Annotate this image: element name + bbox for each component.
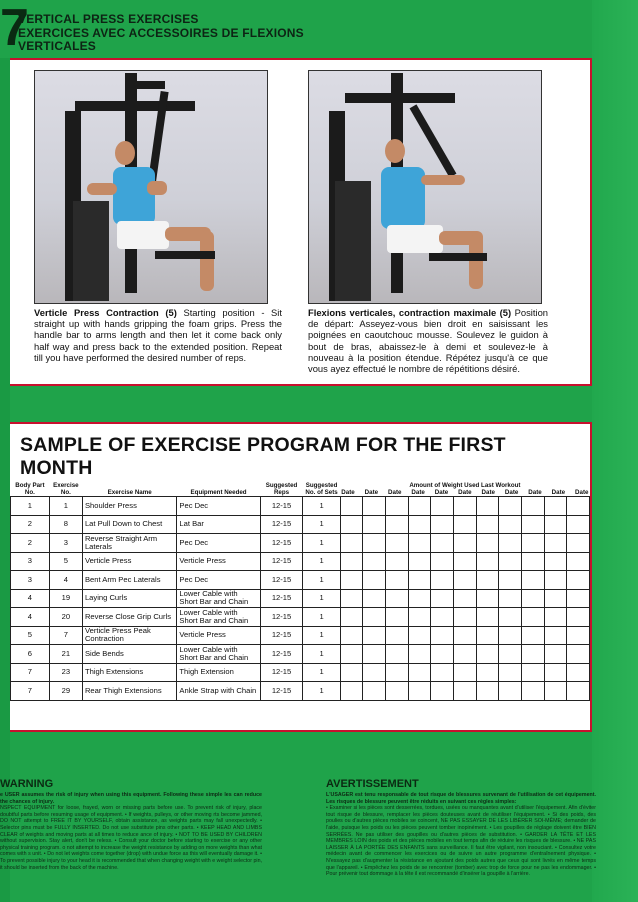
weight-entry-cell[interactable] (386, 571, 409, 590)
date-label: Date (575, 489, 589, 496)
weight-entry-cell[interactable] (340, 645, 363, 664)
weight-entry-cell[interactable] (431, 497, 454, 516)
table-row (11, 682, 590, 701)
cell-exercise-no: 21 (49, 645, 82, 664)
cell-reps: 12-15 (260, 515, 303, 534)
exercise-photo-contraction (308, 70, 542, 304)
header-title-fr-1: EXERCICES AVEC ACCESSOIRES DE FLEXIONS (18, 26, 304, 40)
weight-entry-cell[interactable] (431, 682, 454, 701)
weight-entry-cell[interactable] (431, 608, 454, 627)
cell-equipment: Pec Dec (177, 534, 260, 553)
weight-entry-cell[interactable] (340, 571, 363, 590)
cell-body-part: 6 (11, 645, 50, 664)
table-row (11, 534, 590, 553)
cell-equipment: Lower Cable with Short Bar and Chain (177, 589, 260, 608)
col-exercise-no: Exercise No. (53, 482, 79, 496)
table-row (11, 608, 590, 627)
weight-entry-cell[interactable] (363, 589, 386, 608)
weight-entry-cell[interactable] (340, 534, 363, 553)
exercise-program-table (10, 476, 590, 701)
weight-entry-cell[interactable] (567, 608, 590, 627)
weight-entry-cell[interactable] (386, 626, 409, 645)
cell-equipment: Lower Cable with Short Bar and Chain (177, 608, 260, 627)
weight-entry-cell[interactable] (340, 515, 363, 534)
cell-exercise-name: Bent Arm Pec Laterals (82, 571, 176, 590)
col-equipment: Equipment Needed (190, 489, 247, 496)
weight-entry-cell[interactable] (453, 682, 476, 701)
weight-entry-cell[interactable] (431, 589, 454, 608)
exercise-title-fr: Flexions verticales, contraction maximale (5) (308, 307, 512, 318)
weight-entry-cell[interactable] (476, 534, 499, 553)
weight-entry-cell[interactable] (567, 571, 590, 590)
table-body (11, 497, 590, 701)
weight-entry-cell[interactable] (408, 571, 431, 590)
weight-entry-cell[interactable] (521, 645, 544, 664)
weight-entry-cell[interactable] (408, 497, 431, 516)
weight-entry-cell[interactable] (544, 571, 567, 590)
cell-reps: 12-15 (260, 626, 303, 645)
cell-equipment: Pec Dec (177, 571, 260, 590)
warning-text-en (0, 792, 262, 871)
cell-sets: 1 (303, 663, 340, 682)
weight-entry-cell[interactable] (431, 626, 454, 645)
weight-entry-cell[interactable] (521, 571, 544, 590)
cell-body-part: 4 (11, 589, 50, 608)
weight-entry-cell[interactable] (340, 552, 363, 571)
cell-sets: 1 (303, 571, 340, 590)
weight-entry-cell[interactable] (521, 608, 544, 627)
cell-body-part: 3 (11, 552, 50, 571)
date-label: Date (551, 489, 566, 496)
cell-exercise-no: 3 (49, 534, 82, 553)
page-header (0, 0, 592, 58)
weight-entry-cell[interactable] (453, 589, 476, 608)
cell-equipment: Lower Cable with Short Bar and Chain (177, 645, 260, 664)
weight-entry-cell[interactable] (567, 682, 590, 701)
weight-entry-cell[interactable] (408, 682, 431, 701)
warning-lead-fr: L'USAGER est tenu responsable de tout risque de blessures survenant de l'utilisation de cet équipement. Les risques de blessure peuvent être réduits en suivant ces règles simples: (326, 792, 596, 805)
weight-entry-cell[interactable] (453, 663, 476, 682)
weight-entry-cell[interactable] (476, 663, 499, 682)
cell-reps: 12-15 (260, 645, 303, 664)
cell-reps: 12-15 (260, 552, 303, 571)
cell-reps: 12-15 (260, 663, 303, 682)
weight-entry-cell[interactable] (499, 497, 522, 516)
date-label: Date (528, 489, 542, 496)
weight-entry-cell[interactable] (476, 626, 499, 645)
col-weight-group (340, 476, 589, 497)
weight-entry-cell[interactable] (521, 552, 544, 571)
date-label: Date (504, 489, 519, 496)
cell-sets: 1 (303, 645, 340, 664)
warning-text-fr (326, 792, 596, 878)
cell-exercise-no: 5 (49, 552, 82, 571)
weight-entry-cell[interactable] (521, 497, 544, 516)
col-exercise-name: Exercise Name (107, 489, 152, 496)
weight-entry-cell[interactable] (386, 589, 409, 608)
cell-exercise-name: Shoulder Press (82, 497, 176, 516)
cell-exercise-name: Reverse Straight Arm Laterals (82, 534, 176, 553)
weight-entry-cell[interactable] (363, 515, 386, 534)
table-row (11, 515, 590, 534)
cell-reps: 12-15 (260, 497, 303, 516)
cell-sets: 1 (303, 497, 340, 516)
weight-entry-cell[interactable] (499, 608, 522, 627)
cell-reps: 12-15 (260, 534, 303, 553)
cell-reps: 12-15 (260, 589, 303, 608)
exercise-description-en (34, 307, 282, 363)
date-label: Date (434, 489, 449, 496)
weight-entry-cell[interactable] (386, 645, 409, 664)
cell-reps: 12-15 (260, 608, 303, 627)
cell-exercise-name: Reverse Close Grip Curls (82, 608, 176, 627)
weight-entry-cell[interactable] (386, 608, 409, 627)
cell-equipment: Lat Bar (177, 515, 260, 534)
weight-entry-cell[interactable] (431, 552, 454, 571)
weight-entry-cell[interactable] (453, 608, 476, 627)
table-row (11, 571, 590, 590)
exercise-body-en: Starting position - Sit straight up with hands gripping the foam grips. Press the handle bar to arms length and then let it come back only half way and press back to the extended position. Repeat till you have performed the desired number of reps. (34, 307, 282, 363)
cell-exercise-no: 20 (49, 608, 82, 627)
weight-entry-cell[interactable] (499, 626, 522, 645)
weight-entry-cell[interactable] (544, 608, 567, 627)
weight-entry-cell[interactable] (386, 682, 409, 701)
weight-entry-cell[interactable] (521, 663, 544, 682)
weight-entry-cell[interactable] (386, 497, 409, 516)
cell-exercise-no: 8 (49, 515, 82, 534)
col-reps: Suggested Reps (265, 482, 298, 496)
cell-sets: 1 (303, 552, 340, 571)
weight-entry-cell[interactable] (386, 534, 409, 553)
weight-entry-cell[interactable] (453, 626, 476, 645)
weight-entry-cell[interactable] (567, 534, 590, 553)
table-row (11, 497, 590, 516)
weight-entry-cell[interactable] (408, 552, 431, 571)
weight-entry-cell[interactable] (453, 534, 476, 553)
date-label: Date (481, 489, 495, 496)
weight-entry-cell[interactable] (521, 515, 544, 534)
weight-entry-cell[interactable] (363, 626, 386, 645)
weight-entry-cell[interactable] (567, 663, 590, 682)
header-title-fr-2: VERTICALES (18, 39, 97, 53)
weight-entry-cell[interactable] (363, 552, 386, 571)
weight-entry-cell[interactable] (431, 534, 454, 553)
weight-entry-cell[interactable] (499, 571, 522, 590)
cell-exercise-name: Side Bends (82, 645, 176, 664)
weight-entry-cell[interactable] (453, 515, 476, 534)
weight-entry-cell[interactable] (431, 663, 454, 682)
weight-group-label: Amount of Weight Used Last Workout (409, 482, 521, 489)
cell-sets: 1 (303, 515, 340, 534)
weight-entry-cell[interactable] (499, 663, 522, 682)
cell-body-part: 4 (11, 608, 50, 627)
weight-entry-cell[interactable] (567, 515, 590, 534)
cell-sets: 1 (303, 626, 340, 645)
weight-entry-cell[interactable] (544, 497, 567, 516)
cell-sets: 1 (303, 534, 340, 553)
weight-entry-cell[interactable] (363, 571, 386, 590)
cell-equipment: Verticle Press (177, 552, 260, 571)
weight-entry-cell[interactable] (521, 534, 544, 553)
weight-entry-cell[interactable] (408, 589, 431, 608)
exercise-photo-start (34, 70, 268, 304)
weight-entry-cell[interactable] (363, 608, 386, 627)
header-title-en: VERTICAL PRESS EXERCISES (18, 12, 199, 26)
weight-entry-cell[interactable] (408, 534, 431, 553)
cell-exercise-no: 23 (49, 663, 82, 682)
weight-entry-cell[interactable] (544, 645, 567, 664)
table-header-row (11, 476, 590, 497)
weight-entry-cell[interactable] (544, 682, 567, 701)
weight-entry-cell[interactable] (340, 663, 363, 682)
weight-entry-cell[interactable] (499, 645, 522, 664)
warnings-section (0, 742, 638, 902)
weight-entry-cell[interactable] (544, 552, 567, 571)
weight-entry-cell[interactable] (476, 682, 499, 701)
cell-exercise-name: Laying Curls (82, 589, 176, 608)
weight-entry-cell[interactable] (476, 497, 499, 516)
weight-entry-cell[interactable] (499, 552, 522, 571)
date-label: Date (388, 489, 402, 496)
cell-equipment: Thigh Extension (177, 663, 260, 682)
weight-entry-cell[interactable] (567, 497, 590, 516)
cell-body-part: 7 (11, 682, 50, 701)
date-label: Date (341, 489, 355, 496)
weight-entry-cell[interactable] (340, 626, 363, 645)
weight-entry-cell[interactable] (408, 515, 431, 534)
cell-body-part: 3 (11, 571, 50, 590)
weight-entry-cell[interactable] (386, 663, 409, 682)
weight-entry-cell[interactable] (476, 645, 499, 664)
weight-entry-cell[interactable] (567, 552, 590, 571)
weight-entry-cell[interactable] (363, 534, 386, 553)
exercise-description-fr (308, 307, 548, 374)
warning-body-en: NSPECT EQUIPMENT for loose, frayed, worn or missing parts before use. To prevent risk of injury, place doubtful parts before resuming usage of equipment. • If weights, pulleys, or other moving rts become jammed, DO NOT attempt to FREE IT BY YOURSELF, obtain assistance, as weights parts may fall unexpectedly. • Selector pins must be FULLY INSERTED. Do not use substitute pins other parts. • KEEP HEAD AND LIMBS CLEAR of weights and moving parts at all times to reduce ance of injury. • NOT TO BE USED BY CHILDREN without supervision. Stay alert, don't be reless. • Consult your doctor before starting to exercise or any other physical training program. o not attempt to increase the weight resistance by adding on more weights than what comes with s unit. • Do not let weights come together (drop) with undue force as this will eventually damage it. • To prevent possible injury to your head it is recommended that when changing weight with e weight selector pin, it should be inserted from the back of the machine. (0, 805, 262, 871)
weight-entry-cell[interactable] (544, 626, 567, 645)
table-row (11, 626, 590, 645)
cell-body-part: 5 (11, 626, 50, 645)
weight-entry-cell[interactable] (453, 552, 476, 571)
weight-entry-cell[interactable] (340, 608, 363, 627)
weight-entry-cell[interactable] (521, 589, 544, 608)
weight-entry-cell[interactable] (431, 571, 454, 590)
warning-lead-en: e USER assumes the risk of injury when using this equipment. Following these simple les can reduce the chances of injury. (0, 792, 262, 805)
warning-body-fr: • Examiner si les pièces sont desserrées, tordues, usées ou manquantes avant d'utiliser l'équipement. Afin d'éviter tout risque de blessure, remplacer les pièces douteuses avant de réutiliser l'équipement. • Si des poids, des poulies ou d'autres pièces mobiles se coincent, NE PAS ESSAYER DE LES LIBÉRER SOI-MÊME; demander de l'aide, puisque les poids ou les pièces peuvent tomber inopinément. • Les goupilles de réglage doivent être BIEN SERRÉES. Ne pas utiliser des goupilles ou d'autres pièces de substitution. • GARDER LA TÊTE ET LES MEMBRES LOIN des poids et des pièces mobiles en tout temps afin de réduire les risques de blessure. • NE PAS LAISSER À LA PORTÉE DES ENFANTS sans surveillance. Il faut être vigilant, non insouciant. • Consultez votre médecin avant de commencer les exercices ou de suivre un autre programme d'entraînement physique. • N'essayez pas d'augmenter la résistance en ajoutant des poids autres que ceux qui sont livrés en même temps que l'appareil. • Empêchez les poids de se rencontrer (tomber) avec trop de force pour ne pas les endommager. • Pour prévenir tout dommage à la tête il est recommandé d'insérer la goupille à l'arrière. (326, 805, 596, 878)
weight-entry-cell[interactable] (544, 515, 567, 534)
cell-equipment: Verticle Press (177, 626, 260, 645)
cell-sets: 1 (303, 608, 340, 627)
weight-entry-cell[interactable] (476, 515, 499, 534)
cell-exercise-name: Verticle Press (82, 552, 176, 571)
weight-entry-cell[interactable] (544, 663, 567, 682)
weight-entry-cell[interactable] (408, 626, 431, 645)
col-sets: Suggested No. of Sets (305, 482, 338, 496)
date-label: Date (411, 489, 425, 496)
date-label: Date (364, 489, 379, 496)
weight-entry-cell[interactable] (453, 571, 476, 590)
weight-entry-cell[interactable] (476, 571, 499, 590)
weight-entry-cell[interactable] (408, 645, 431, 664)
exercise-body-fr: Position de départ: Asseyez-vous bien droit en saisissant les poignées en caoutchouc mousse. Soulevez le guidon à bout de bras, abaissez-le à demi et soulevez-le à nouveau à la position étendue. Répétez jusqu'à ce que vous ayez effectué le nombre de répétitions désiré. (308, 307, 548, 375)
program-panel (10, 422, 592, 732)
exercise-title-en: Verticle Press Contraction (5) (34, 307, 177, 318)
cell-equipment: Ankle Strap with Chain (177, 682, 260, 701)
page-number: 7 (0, 0, 29, 57)
cell-exercise-no: 1 (49, 497, 82, 516)
weight-entry-cell[interactable] (567, 589, 590, 608)
weight-entry-cell[interactable] (431, 645, 454, 664)
weight-entry-cell[interactable] (476, 608, 499, 627)
weight-entry-cell[interactable] (363, 497, 386, 516)
cell-body-part: 2 (11, 534, 50, 553)
cell-body-part: 1 (11, 497, 50, 516)
table-row (11, 589, 590, 608)
weight-entry-cell[interactable] (521, 626, 544, 645)
weight-entry-cell[interactable] (544, 589, 567, 608)
cell-equipment: Pec Dec (177, 497, 260, 516)
weight-entry-cell[interactable] (408, 663, 431, 682)
cell-reps: 12-15 (260, 571, 303, 590)
cell-body-part: 2 (11, 515, 50, 534)
cell-reps: 12-15 (260, 682, 303, 701)
weight-entry-cell[interactable] (476, 552, 499, 571)
cell-exercise-name: Rear Thigh Extensions (82, 682, 176, 701)
exercise-panel (10, 58, 592, 386)
weight-entry-cell[interactable] (386, 515, 409, 534)
cell-body-part: 7 (11, 663, 50, 682)
cell-exercise-name: Lat Pull Down to Chest (82, 515, 176, 534)
weight-entry-cell[interactable] (363, 645, 386, 664)
weight-entry-cell[interactable] (499, 534, 522, 553)
weight-entry-cell[interactable] (453, 497, 476, 516)
weight-entry-cell[interactable] (499, 589, 522, 608)
program-title: SAMPLE OF EXERCISE PROGRAM FOR THE FIRST MONTH (20, 434, 506, 479)
weight-entry-cell[interactable] (340, 682, 363, 701)
weight-entry-cell[interactable] (453, 645, 476, 664)
cell-exercise-name: Verticle Press Peak Contraction (82, 626, 176, 645)
weight-entry-cell[interactable] (476, 589, 499, 608)
weight-entry-cell[interactable] (431, 515, 454, 534)
weight-entry-cell[interactable] (363, 663, 386, 682)
weight-entry-cell[interactable] (567, 626, 590, 645)
cell-exercise-no: 4 (49, 571, 82, 590)
date-label: Date (458, 489, 472, 496)
cell-sets: 1 (303, 589, 340, 608)
weight-entry-cell[interactable] (499, 515, 522, 534)
weight-entry-cell[interactable] (386, 552, 409, 571)
cell-sets: 1 (303, 682, 340, 701)
cell-exercise-no: 29 (49, 682, 82, 701)
weight-entry-cell[interactable] (340, 589, 363, 608)
weight-entry-cell[interactable] (408, 608, 431, 627)
table-row (11, 663, 590, 682)
table-row (11, 645, 590, 664)
cell-exercise-no: 19 (49, 589, 82, 608)
cell-exercise-no: 7 (49, 626, 82, 645)
weight-entry-cell[interactable] (499, 682, 522, 701)
weight-entry-cell[interactable] (521, 682, 544, 701)
weight-entry-cell[interactable] (544, 534, 567, 553)
weight-entry-cell[interactable] (567, 645, 590, 664)
warning-title-fr: AVERTISSEMENT (326, 778, 419, 790)
weight-entry-cell[interactable] (363, 682, 386, 701)
col-body-part: Body Part No. (15, 482, 45, 496)
weight-entry-cell[interactable] (340, 497, 363, 516)
warning-title-en: WARNING (0, 778, 54, 790)
table-row (11, 552, 590, 571)
date-labels (341, 489, 588, 496)
cell-exercise-name: Thigh Extensions (82, 663, 176, 682)
